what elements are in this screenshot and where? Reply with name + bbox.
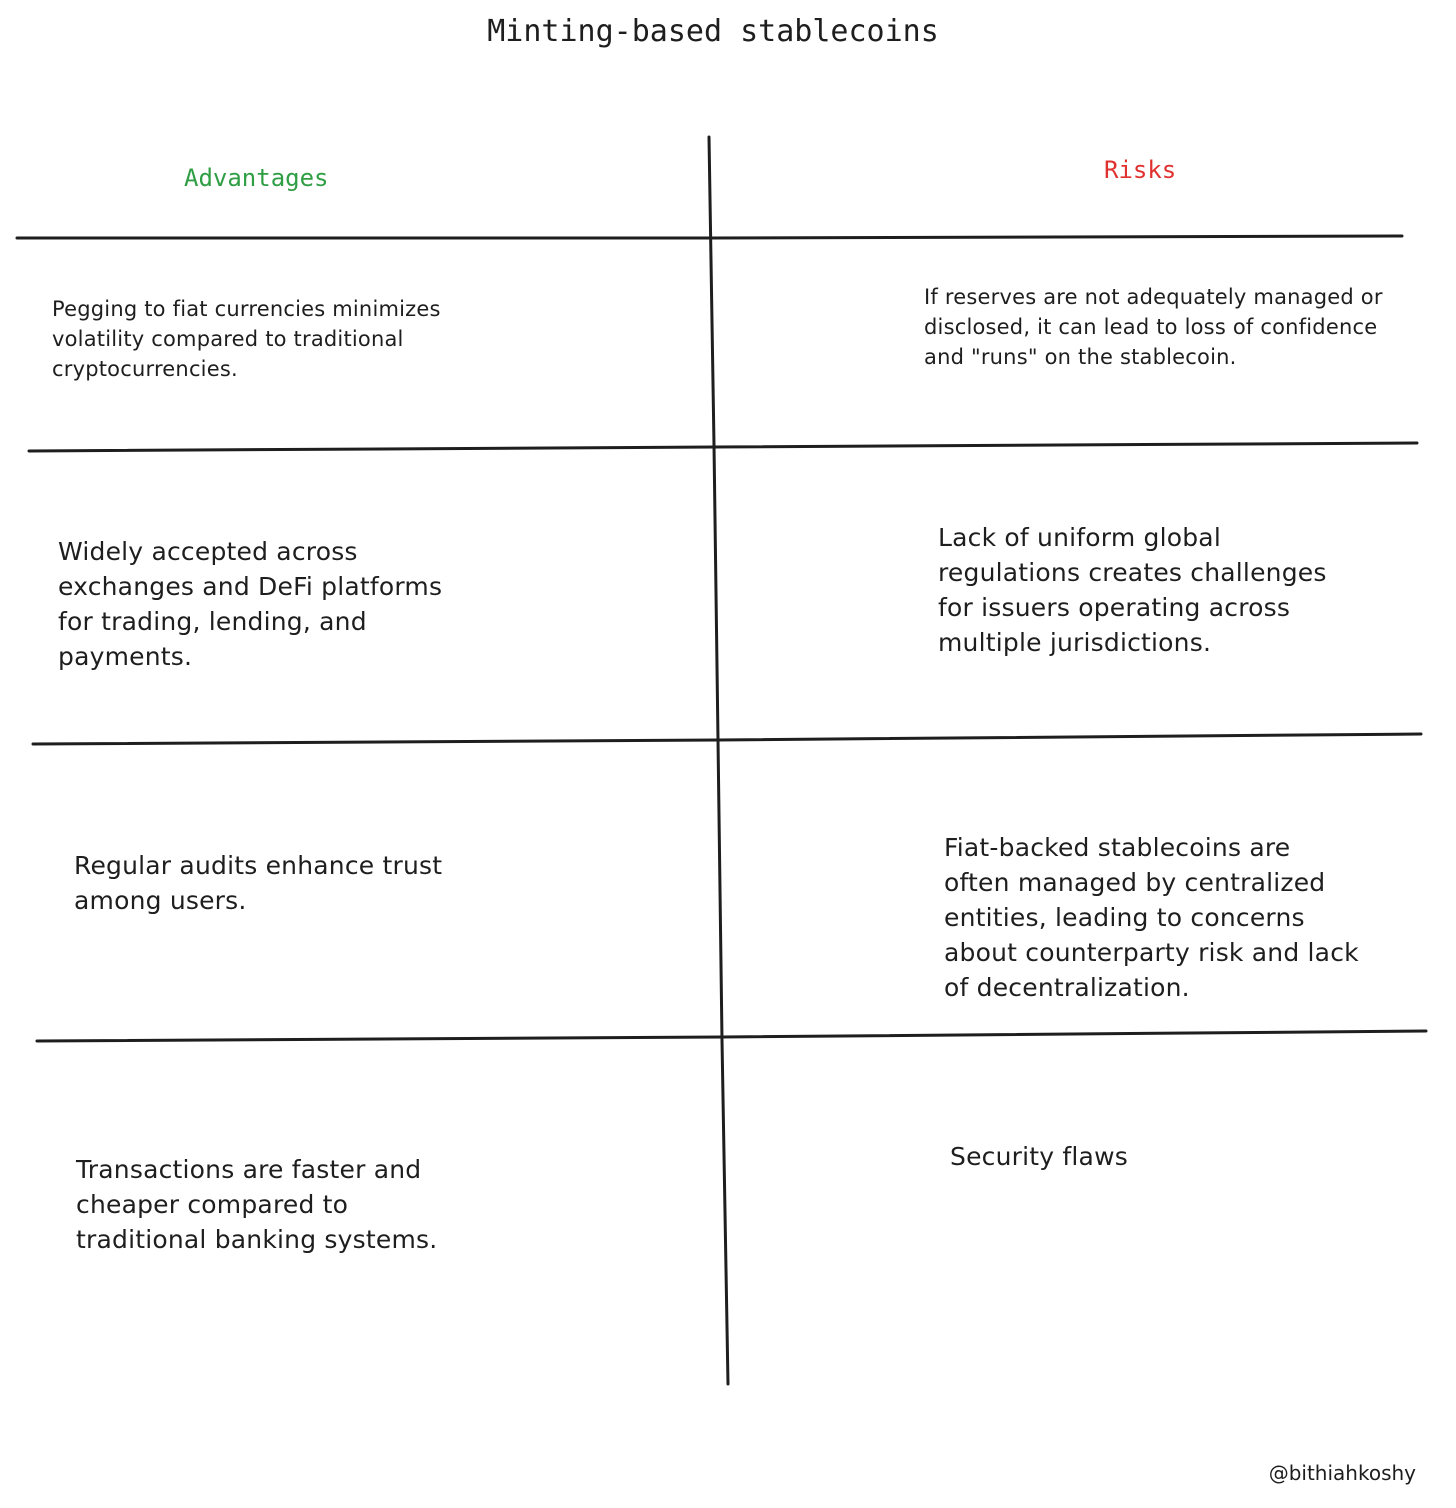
risk-cell-1: If reserves are not adequately managed or disclosed, it can lead to loss of confidence and "runs" on the stablecoin. — [924, 285, 1383, 369]
risks-header: Risks — [1104, 156, 1177, 184]
vertical-divider — [709, 137, 728, 1384]
row-divider-3 — [37, 1031, 1426, 1041]
risk-cell-2: Lack of uniform global regulations creates challenges for issuers operating across multiple jurisdictions. — [938, 523, 1327, 657]
risk-cell-3: Fiat-backed stablecoins are often managed by centralized entities, leading to concerns about counterparty risk and lack of decentralization. — [944, 833, 1359, 1002]
author-credit: @bithiahkoshy — [1268, 1461, 1416, 1485]
advantage-cell-1: Pegging to fiat currencies minimizes volatility compared to traditional cryptocurrencies. — [52, 297, 441, 381]
advantage-cell-4: Transactions are faster and cheaper compared to traditional banking systems. — [76, 1155, 438, 1254]
row-divider-1 — [29, 443, 1417, 451]
advantage-cell-3: Regular audits enhance trust among users. — [74, 851, 443, 915]
advantages-header: Advantages — [184, 164, 329, 192]
diagram-title: Minting-based stablecoins — [487, 14, 939, 49]
risk-cell-4: Security flaws — [950, 1142, 1128, 1171]
row-divider-2 — [33, 734, 1421, 744]
advantage-cell-2: Widely accepted across exchanges and DeFi platforms for trading, lending, and payments. — [58, 537, 443, 671]
